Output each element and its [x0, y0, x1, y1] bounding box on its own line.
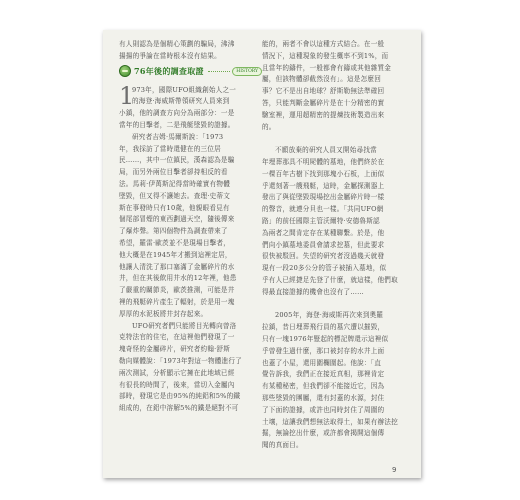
text-line: 組成的，在鋁中溶解5%的鐵是絕對不可 — [119, 404, 239, 413]
section-title: 76年後的調查取證 — [134, 65, 204, 76]
book-page — [103, 30, 421, 478]
text-line: 斯在事發時只有10歲，他親眼看見有 — [119, 203, 230, 212]
paragraph-gap — [262, 299, 405, 311]
text-line: 屬，但該物體卻截然沒有」。這是怎麼回 — [262, 75, 381, 84]
text-line: 兩次測試，分析顯示它擁在此地域已經 — [119, 368, 235, 377]
text-line: 且當年的鑄件，一般都會有鑄或其他雜質金 — [262, 63, 392, 72]
text-line: 厚厚的水泥板將井封存起來。 — [119, 309, 208, 318]
text-line: 有很長的時間了，後來，當切入金屬內 — [119, 380, 235, 389]
text-line: 一棵百年古樹下找到那塊小石板，上面似 — [262, 169, 385, 178]
text-line: 希望，羅雷·歐茨並不是現場目擊者， — [119, 238, 230, 247]
text-line: 裡的飛艇碎片產生了輻射，於是用一塊 — [119, 297, 235, 306]
text-line: 聞的真面目。 — [262, 441, 303, 450]
text-line: 得最直接證據的機會也沒有了…… — [262, 287, 364, 296]
text-line: 揚揚的爭論在當時根本沒有結果。 — [119, 51, 221, 60]
text-line: 們向小鎮墓地委員會請求挖墓，但此要求 — [262, 240, 385, 249]
text-line: 研究者吉姆·馬爾斯說：「1973 — [132, 132, 224, 141]
text-line: 土壤，這讓我們想無法取得土，如果有辦法挖 — [262, 417, 398, 426]
text-line: 有人則認為是個精心策劃的騙局，沸沸 — [119, 40, 235, 48]
text-line: 了爆炸聲。第四個物件為調查帶來了 — [119, 227, 228, 236]
text-line: 井，但在其後飲用井水的12年裡，他患 — [119, 274, 237, 283]
text-line: 發出了與從墜毀現場挖出金屬碎片時一樣 — [262, 193, 385, 202]
text-line: 驗室裡，運用超精密的提煉技術製造出來 — [262, 110, 385, 119]
text-line: 拉鎮，昔日埋葬飛行員的墓穴遭以摧毀， — [262, 323, 385, 332]
text-line: 現有一段20多公分的管子被插入墓地，似 — [262, 264, 387, 273]
left-column — [119, 39, 262, 415]
section-divider — [208, 71, 230, 72]
text-line: 2005年，海登·海威斯再次來到奧羅 — [275, 311, 384, 320]
text-line: 乎有人已經捷足先登了什麼，就這樣，他們取 — [262, 275, 398, 284]
text-line: 不願放棄的研究人員又開始尋找當 — [275, 146, 377, 155]
text-line: 路」的前任國際主管沃爾特·安德魯斯認 — [262, 216, 380, 225]
text-line: 的海登·海威斯帶領研究人員來到 — [132, 97, 230, 106]
paragraph-gap — [262, 133, 405, 145]
right-column — [262, 39, 405, 452]
text-line: 了嚴重的關節炎，歐茨推測，可能是井 — [119, 286, 235, 295]
text-line: 小鎮，他的調查方向分為兩部分：一是 — [119, 109, 235, 118]
section-badge: HISTORY — [232, 67, 262, 76]
text-line: 年，我採訪了當時還健在的三位居 — [119, 144, 221, 153]
drop-cap: 1 — [119, 81, 135, 110]
text-line: 了下面的證據，或許也同時封住了周圍的 — [262, 405, 385, 414]
text-line: 為兩者之間肯定存在某種聯繫。於是，他 — [262, 228, 385, 237]
text-line: 掘，無論挖出什麼，或許都會揭開這個傳 — [262, 429, 385, 438]
text-line: 答，只能判斷金屬碎片是在十分精密的實 — [262, 98, 385, 107]
text-line: 能的，兩者不會以這種方式結合。在一般 — [262, 40, 385, 48]
text-line: 個尾部冒煙的東西劃過天空，隨後傳來 — [119, 215, 235, 224]
text-line: 年埋葬那具不明屍體的墓地，他們終於在 — [262, 157, 385, 166]
text-line: UFO研究者們只能將目光轉向曾洛 — [132, 321, 237, 330]
text-line: 只有一塊1976年豎起的標記牌還示這裡似 — [262, 334, 389, 343]
text-line: 乎曾發生過什麼，那口被封存的水井上面 — [262, 346, 385, 355]
text-line: 民……，其中一位鎮民，漢森認為是騙 — [119, 156, 235, 165]
text-line: 973年，國際UFO組織創始人之一 — [132, 85, 237, 94]
page-number: 9 — [392, 466, 397, 474]
text-line: 有某種秘密，但我們卻不能接近它，因為 — [262, 382, 385, 391]
text-line: 勒向媒體說：「1973年對這一物體進行了 — [119, 356, 242, 365]
text-line: 覺告訴我，我們正在接近真相，那裡肯定 — [262, 370, 385, 379]
dropcap-paragraph-start — [119, 81, 262, 110]
section-header — [119, 64, 262, 79]
text-line: 他讓人清洗了那口塞滿了金屬碎片的水 — [119, 262, 235, 271]
text-line: 也蓋了小屋，還用圍欄圍起。他說：「直 — [262, 358, 381, 367]
text-line: 事？它不是出自地球？舒斯勒無法準確回 — [262, 87, 385, 96]
ufo-icon — [119, 65, 131, 77]
text-line: 墜毀，但又得不讓她去。查理·史蒂文 — [119, 191, 230, 200]
text-line: 克特法官的住宅，在這裡他們發現了一 — [119, 333, 235, 342]
text-line: 乎還刻著一艘飛艇，這時，金屬探測器上 — [262, 181, 385, 190]
text-line: 局，而另外兩位目擊者卻持相反的看 — [119, 168, 228, 177]
text-line: 很快被駁回。失望的研究者沒過幾天就發 — [262, 252, 385, 261]
text-line: 的聲音，就連分貝也一樣。「共同UFO網 — [262, 205, 384, 214]
text-line: 部時，發現它是由95%的純鋁和5%的鐵 — [119, 392, 241, 401]
text-line: 他大概是在1945年才搬到這裡定居， — [119, 250, 232, 259]
text-line: 情況下，這種現象的發生概率不到1%，而 — [262, 51, 389, 60]
text-line: 的。 — [262, 122, 276, 131]
text-line: 法。馬莉·伊萬斯記得當時確實有物體 — [119, 179, 230, 188]
text-line: 塊奇怪的金屬碎片，研究者約翰·舒斯 — [119, 345, 230, 354]
text-line: 那些墜毀的團屬，還有封蓋的水源，封住 — [262, 393, 385, 402]
text-line: 當年的目擊者，二是飛艇墜毀的證據。 — [119, 120, 235, 129]
